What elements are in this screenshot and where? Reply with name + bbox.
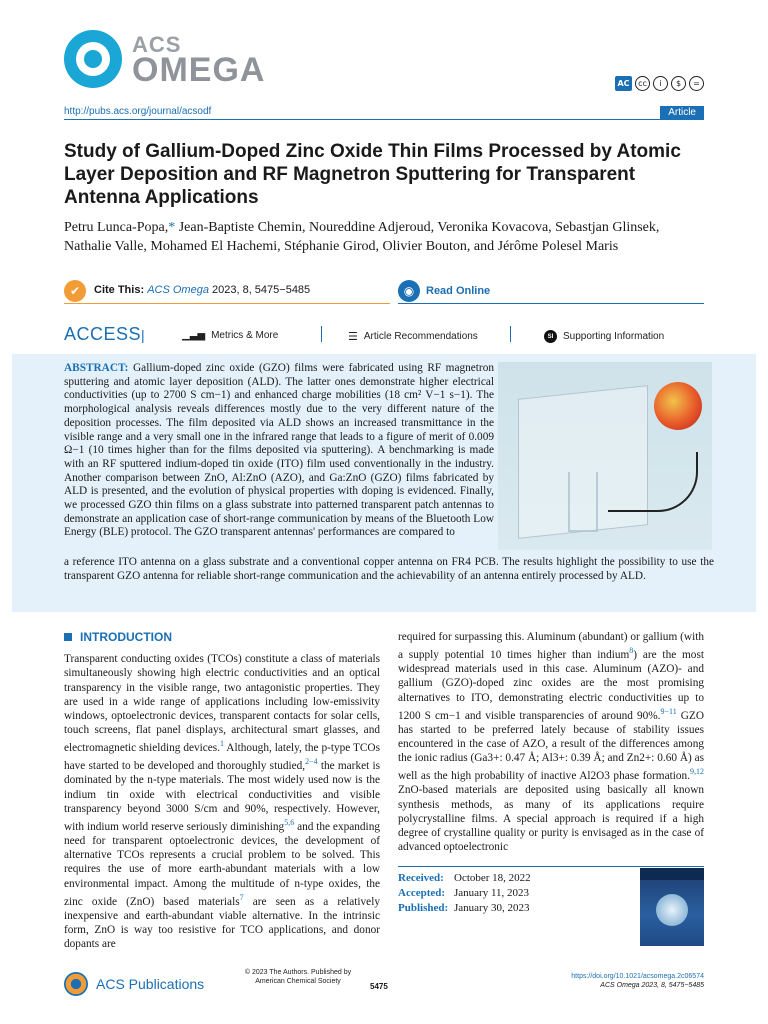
accepted-date: January 11, 2023: [454, 887, 530, 899]
published-date: January 30, 2023: [454, 902, 530, 914]
nc-icon[interactable]: $: [671, 76, 686, 91]
radiation-pattern-icon: [654, 382, 702, 430]
journal-cover-thumbnail[interactable]: [640, 868, 704, 946]
received-label: Received:: [398, 872, 444, 884]
globe-icon: ◉: [398, 280, 420, 302]
by-icon[interactable]: i: [653, 76, 668, 91]
other-authors[interactable]: Jean-Baptiste Chemin, Noureddine Adjeroud, Veronika Kovacova, Sebastjan Glinsek, Nathalie Valle, Mohamed El Hachemi, Stéphanie Girod, Olivier Bouton, and Jérôme Polesel Maris: [64, 220, 660, 254]
author-list: [64, 218, 704, 256]
bar-chart-icon: ▁▃▅: [182, 330, 206, 341]
ref-link[interactable]: 2−4: [305, 757, 318, 767]
square-icon: [64, 633, 72, 641]
right-column: [398, 630, 704, 854]
intro-paragraph-continued: required for surpassing this. Aluminum (abundant) or gallium (with a supply potential 10 times higher than indium$^8$) are the most widespread materials used in this case. Aluminum (AZO)- and gallium (GZO)-doped zinc oxides are the most promising alternatives to ITO, demonstrating electric conductivities up to 1200 S cm−1 and visible transparencies of around 90%.$^{9-11}$ GZO has started to be preferred lately because of stability issues encountered in the case of AZO, a result of the differences among the ionic radius (Ga3+: 0.47 Å; Al3+: 0.39 Å; and Zn2+: 0.60 Å) as well as the high probability of inactive Al2O3 phase formation.$^{9,12}$ ZnO-based materials are deposited using basically all known synthesis methods, as many of its applications require polycrystalline films. A special approach is required if a high degree of crystalline quality or purity is envisaged as in the case of advanced optoelectronic: [398, 631, 704, 854]
ref-link[interactable]: 1: [220, 739, 225, 749]
article-type-badge: Article: [660, 106, 704, 120]
antenna-icon: [568, 472, 598, 532]
recommendations-link[interactable]: ☰ Article Recommendations: [348, 330, 478, 343]
journal-reference: ACS Omega 2023, 8, 5475−5485: [600, 982, 704, 989]
acs-publications-logo[interactable]: [64, 972, 224, 1002]
ref-link[interactable]: 7: [239, 892, 244, 902]
si-icon: SI: [544, 330, 557, 343]
url-bar: [64, 106, 704, 120]
license-icons: [615, 76, 704, 91]
journal-url-link[interactable]: http://pubs.acs.org/journal/acsodf: [64, 106, 212, 117]
acs-mark-icon: [64, 972, 88, 996]
article-title: Study of Gallium-Doped Zinc Oxide Thin Films Processed by Atomic Layer Deposition and RF Magnetron Sputtering for Transparent Antenna Applications: [64, 141, 681, 208]
ref-link[interactable]: 9−11: [660, 706, 677, 716]
ac-icon[interactable]: AC: [615, 76, 632, 91]
copyright-notice: © 2023 The Authors. Published by American Chemical Society: [244, 969, 352, 985]
received-date: October 18, 2022: [454, 872, 531, 884]
publisher-name: ACS Publications: [96, 976, 205, 992]
published-label: Published:: [398, 902, 449, 914]
access-label: ACCESS|: [64, 324, 146, 344]
cc-icon[interactable]: cc: [635, 76, 650, 91]
cite-journal[interactable]: ACS Omega: [147, 284, 209, 296]
read-online-box[interactable]: [398, 282, 704, 304]
intro-paragraph: Transparent conducting oxides (TCOs) constitute a class of materials simultaneously showing high electric conductivities and an optical transparency in the visible range, two antagonistic properties. They are used in a wide range of applications including low-emissivity windows, optoelectronic devices, transparent contacts for solar cells, touch screens, flat panel displays, architectural smart glasses, and electromagnetic shielding devices.$^1$ Although, lately, the p-type TCOs have started to be developed and thoroughly studied,$^{2-4}$ the market is dominated by the n-type materials. The most widely used now is the indium tin oxide with electrical conductivities and visible transparency beyond 3000 S/cm and 90%, respectively. However, with indium world reserve seriously diminishing$^{5,6}$ and the expanding need for transparent optoelectronic devices, the development of alternative TCOs represents a crucial problem to be solved. This requires the use of more earth-abundant materials with a low environmental impact. Among the multitude of n-type oxides, the zinc oxide (ZnO) based materials$^7$ are seen as a relatively inexpensive and earth-abundant viable alternative. In the intrinsic form, ZnO is way too resistive for TCO applications, and donor dopants are: [64, 653, 380, 951]
corresponding-author-star[interactable]: *: [168, 220, 176, 235]
cite-label: Cite This:: [94, 284, 145, 296]
logo-acs-text: ACS: [132, 32, 182, 57]
ref-link[interactable]: 9,12: [690, 767, 704, 777]
page-number: 5475: [370, 982, 388, 991]
accepted-label: Accepted:: [398, 887, 446, 899]
toc-graphic: [498, 362, 712, 550]
abstract-label: ABSTRACT:: [64, 362, 129, 374]
supporting-info-link[interactable]: SI Supporting Information: [544, 330, 664, 343]
list-icon: ☰: [348, 330, 358, 343]
abstract-section: [12, 354, 756, 612]
ref-link[interactable]: 8: [629, 646, 634, 656]
check-icon: ✔: [64, 280, 86, 302]
cite-this-box[interactable]: [64, 282, 390, 304]
cite-ref: 2023, 8, 5475−5485: [208, 284, 311, 296]
ref-link[interactable]: 5,6: [284, 817, 295, 827]
section-heading-introduction: INTRODUCTION: [64, 630, 380, 644]
first-author[interactable]: Petru Lunca-Popa,: [64, 220, 169, 235]
abstract-text-continued: a reference ITO antenna on a glass substrate and a conventional copper antenna on FR4 PCB. The results highlight the possibility to use the transparent GZO antenna for reliable short-range communication and the achievability of an antenna entirely processed by ALD.: [64, 556, 714, 582]
access-bar: [64, 324, 704, 348]
logo-omega-text: OMEGA: [132, 51, 266, 89]
doi-link[interactable]: https://doi.org/10.1021/acsomega.2c06574: [571, 973, 704, 980]
footer-citation: [571, 972, 704, 990]
nd-icon[interactable]: =: [689, 76, 704, 91]
read-online-link[interactable]: Read Online: [426, 285, 491, 297]
abstract-text: ABSTRACT: Gallium-doped zinc oxide (GZO) films were fabricated using RF magnetron sputtering and atomic layer deposition (ALD). The latter ones demonstrate higher electrical conductivities (up to 2700 S cm−1) and enhanced charge mobilities (18 cm² V−1 s−1). The morphological analysis reveals differences mostly due to the very different nature of the deposition processes. The film deposited via ALD shows an increased transmittance in the visible range and a very small one in the infrared range that leads to a figure of merit of 0.009 Ω−1 (10 times higher than for the films deposited via sputtering). A benchmarking is made with an RF sputtered indium-doped tin oxide (ITO) film used conventionally in the industry. Another comparison between ZnO, Al:ZnO (AZO), and Ga:ZnO (GZO) films fabricated by ALD is presented, and the evolution of physical properties with doping is evidenced. Finally, we processed GZO thin films on a glass substrate into patterned transparent patch antennas to demonstrate an application case of short-range communication by means of the Bluetooth Low Energy (BLE) protocol. The GZO transparent antennas' performances are compared to: [64, 362, 494, 539]
metrics-link[interactable]: ▁▃▅ Metrics & More: [182, 330, 279, 341]
journal-logo: [64, 30, 274, 88]
left-column: [64, 630, 380, 951]
